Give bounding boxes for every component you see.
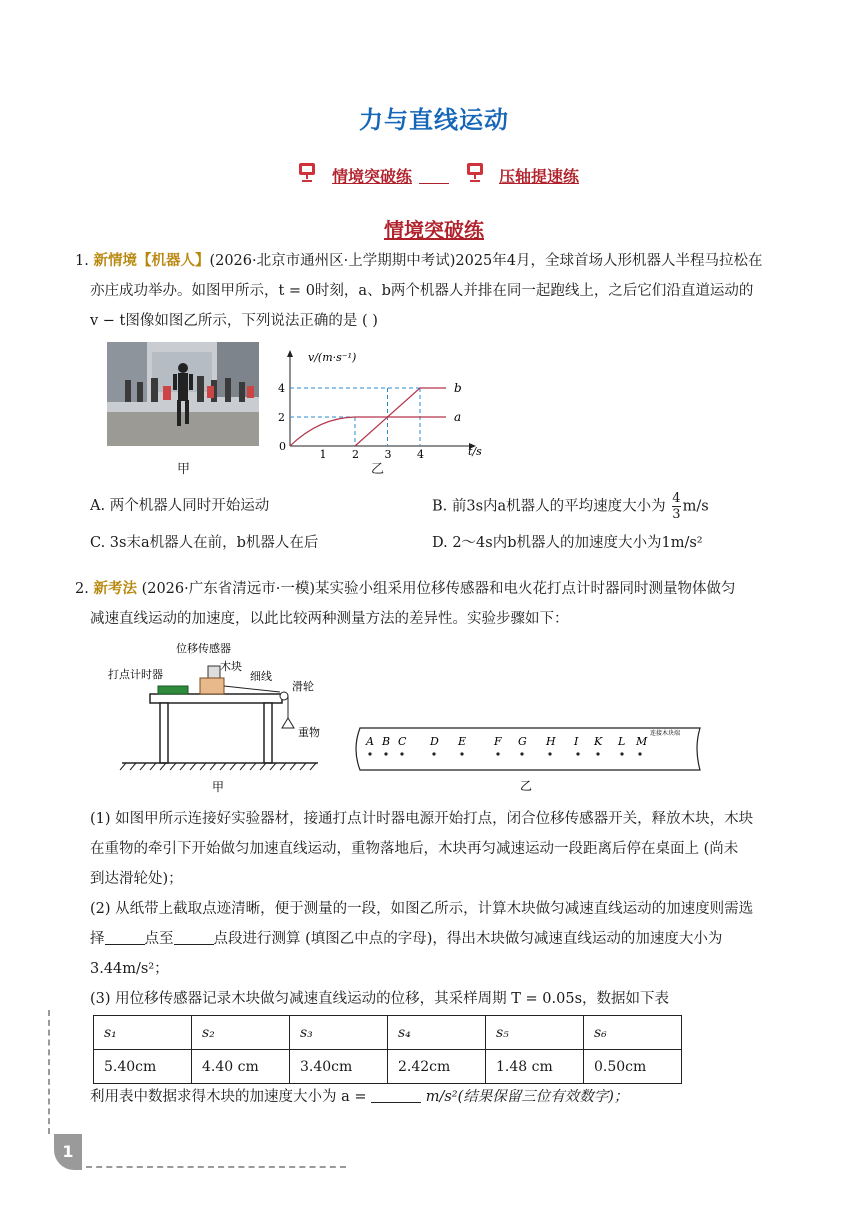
series-label-a: a	[454, 410, 462, 424]
option-b-unit: m/s	[682, 498, 709, 515]
fig-b-caption: 乙	[371, 462, 385, 477]
answer-blank-end[interactable]	[174, 930, 214, 945]
margin-dashed-line	[48, 1010, 50, 1134]
header-cell: s₆	[584, 1016, 682, 1050]
nav-icon-1	[298, 162, 316, 186]
tape-point-label: H	[546, 735, 556, 748]
q1-line1: (2026·北京市通州区·上学期期中考试)2025年4月，全球首场人形机器人半程马拉松在	[209, 253, 763, 269]
tape-point-label: F	[494, 735, 502, 748]
tape-dot	[496, 752, 499, 755]
table-leg-left	[160, 703, 168, 763]
q2-tag: 新考法	[93, 581, 137, 597]
option-b[interactable]	[432, 491, 709, 522]
header-cell: s₁	[94, 1016, 192, 1050]
slide-icon	[466, 162, 484, 182]
string	[224, 686, 280, 692]
q1-number: 1.	[75, 253, 89, 269]
x-axis-label: t/s	[468, 445, 482, 458]
header-cell: s₂	[192, 1016, 290, 1050]
table-header-row	[94, 1016, 682, 1050]
tape-dot	[520, 752, 523, 755]
x-tick-label: 3	[384, 448, 392, 461]
option-a[interactable]: A. 两个机器人同时开始运动	[90, 498, 270, 514]
table-value-row	[94, 1050, 682, 1084]
vt-graph	[278, 346, 498, 466]
step1-line3: 到达滑轮处)；	[90, 871, 183, 887]
step3-text-b: m/s²(结果保留三位有效数字)；	[425, 1089, 629, 1105]
tape-outline	[356, 728, 700, 770]
slide-icon	[298, 162, 316, 182]
tape-point-label: E	[458, 735, 467, 748]
nav-link-1[interactable]: 情境突破练	[332, 167, 413, 186]
value-cell: 2.42cm	[388, 1050, 486, 1084]
value-cell: 0.50cm	[584, 1050, 682, 1084]
apparatus-diagram	[108, 636, 348, 796]
header-cell: s₄	[388, 1016, 486, 1050]
header-cell: s₅	[486, 1016, 584, 1050]
page-number: 1	[54, 1134, 82, 1170]
fig-a-caption: 甲	[177, 462, 191, 477]
nav-link-2[interactable]: 压轴提速练	[499, 167, 580, 186]
table-top	[150, 694, 282, 703]
q2-line2: 减速直线运动的加速度，以此比较两种测量方法的差异性。实验步骤如下：	[90, 611, 569, 627]
y-axis-label: v/(m·s⁻¹)	[308, 351, 357, 364]
answer-blank-accel[interactable]	[371, 1088, 421, 1103]
paper-tape	[350, 718, 706, 796]
y-arrow	[287, 350, 293, 357]
step1-line1: (1) 如图甲所示连接好实验器材，接通打点计时器电源开始打点，闭合位移传感器开关，释放木块，木块	[90, 811, 754, 827]
q2-steps	[90, 804, 840, 1014]
tape-point-label: G	[518, 735, 527, 748]
tape-dot	[596, 752, 599, 755]
nav-underline	[419, 183, 449, 184]
q1-line3: v − t图像如图乙所示，下列说法正确的是 ( )	[90, 313, 378, 329]
option-c[interactable]: C. 3s末a机器人在前，b机器人在后	[90, 535, 319, 551]
timer-box	[158, 686, 188, 694]
fraction-num: 4	[672, 491, 681, 506]
q1-tag: 新情境【机器人】	[93, 253, 210, 269]
tape-point-label: I	[574, 735, 579, 748]
tape-point-label: A	[366, 735, 374, 748]
table-leg-right	[264, 703, 272, 763]
x-tick-label: 1	[319, 448, 327, 461]
value-cell: 1.48 cm	[486, 1050, 584, 1084]
tape-point-label: B	[382, 735, 391, 748]
q1-stem	[75, 246, 835, 336]
q2-line1: (2026·广东省清远市·一模)某实验小组采用位移传感器和电火花打点计时器同时测量物体做匀	[141, 581, 736, 597]
origin-label: 0	[279, 440, 286, 453]
label-weight: 重物	[298, 726, 320, 739]
tape-point-label: L	[618, 735, 626, 748]
line-a	[290, 417, 446, 446]
tape-dot	[384, 752, 387, 755]
tape-dot	[576, 752, 579, 755]
step2-line3: 3.44m/s²；	[90, 961, 169, 977]
label-string: 细线	[250, 670, 272, 683]
tape-dot	[432, 752, 435, 755]
tape-dot	[460, 752, 463, 755]
tape-dot	[620, 752, 623, 755]
displacement-table	[93, 1015, 682, 1084]
step3-text-a: 利用表中数据求得木块的加速度大小为 a =	[90, 1089, 367, 1105]
caption-jia: 甲	[212, 780, 225, 794]
x-tick-label: 2	[352, 448, 359, 461]
step2-text-b: 点至	[144, 931, 174, 947]
tape-end-label: 连接木块端	[650, 730, 681, 737]
value-cell: 5.40cm	[94, 1050, 192, 1084]
tape-point-label: D	[430, 735, 439, 748]
caption-yi: 乙	[520, 779, 533, 793]
q2-number: 2.	[75, 581, 89, 597]
nav-icon-2	[466, 162, 484, 186]
tape-dot	[368, 752, 371, 755]
x-tick-label: 4	[417, 448, 424, 461]
fraction-den: 3	[672, 507, 681, 522]
step3-line1: (3) 用位移传感器记录木块做匀减速直线运动的位移，其采样周期 T = 0.05s，数据如下表	[90, 991, 670, 1007]
section-title: 情境突破练	[384, 218, 484, 242]
label-timer: 打点计时器	[108, 668, 163, 681]
sensor-box	[208, 666, 220, 678]
label-pulley: 滑轮	[292, 680, 314, 693]
pulley	[280, 692, 288, 700]
step2-text-a: 择	[90, 931, 105, 947]
wood-block	[200, 678, 224, 694]
tape-dot	[400, 752, 403, 755]
tape-point-label: C	[398, 735, 407, 748]
step2-line2	[90, 924, 840, 954]
series-label-b: b	[454, 381, 462, 395]
robot-photo	[107, 342, 259, 446]
ground-hatch	[120, 763, 316, 770]
step3-line2	[90, 1082, 628, 1112]
label-sensor: 位移传感器	[176, 642, 231, 655]
y-tick-label: 4	[278, 382, 285, 395]
hanging-weight	[282, 718, 294, 728]
step1-line2: 在重物的牵引下开始做匀加速直线运动，重物落地后，木块再匀减速运动一段距离后停在桌面上 (尚未	[90, 841, 739, 857]
option-d[interactable]: D. 2～4s内b机器人的加速度大小为1m/s²	[432, 535, 703, 551]
label-block: 木块	[220, 660, 242, 673]
step2-text-c: 点段进行测算 (填图乙中点的字母)，得出木块做匀减速直线运动的加速度大小为	[213, 931, 723, 947]
option-b-fraction	[672, 491, 680, 522]
value-cell: 3.40cm	[290, 1050, 388, 1084]
option-b-text: B. 前3s内a机器人的平均速度大小为	[432, 498, 666, 515]
tape-dot	[548, 752, 551, 755]
tape-dot	[638, 752, 641, 755]
page-title: 力与直线运动	[359, 106, 509, 134]
q2-stem	[75, 574, 835, 634]
header-cell: s₃	[290, 1016, 388, 1050]
step2-line1: (2) 从纸带上截取点迹清晰，便于测量的一段，如图乙所示，计算木块做匀减速直线运动的加速度则需选	[90, 901, 754, 917]
tape-point-label: K	[594, 735, 603, 748]
q1-line2: 亦庄成功举办。如图甲所示，t = 0时刻，a、b两个机器人并排在同一起跑线上，之后它们沿直道运动的	[90, 283, 754, 299]
value-cell: 4.40 cm	[192, 1050, 290, 1084]
tape-point-label: M	[636, 735, 648, 748]
answer-blank-start[interactable]	[105, 930, 145, 945]
footer-dashed-line	[86, 1166, 346, 1168]
y-tick-label: 2	[278, 411, 285, 424]
